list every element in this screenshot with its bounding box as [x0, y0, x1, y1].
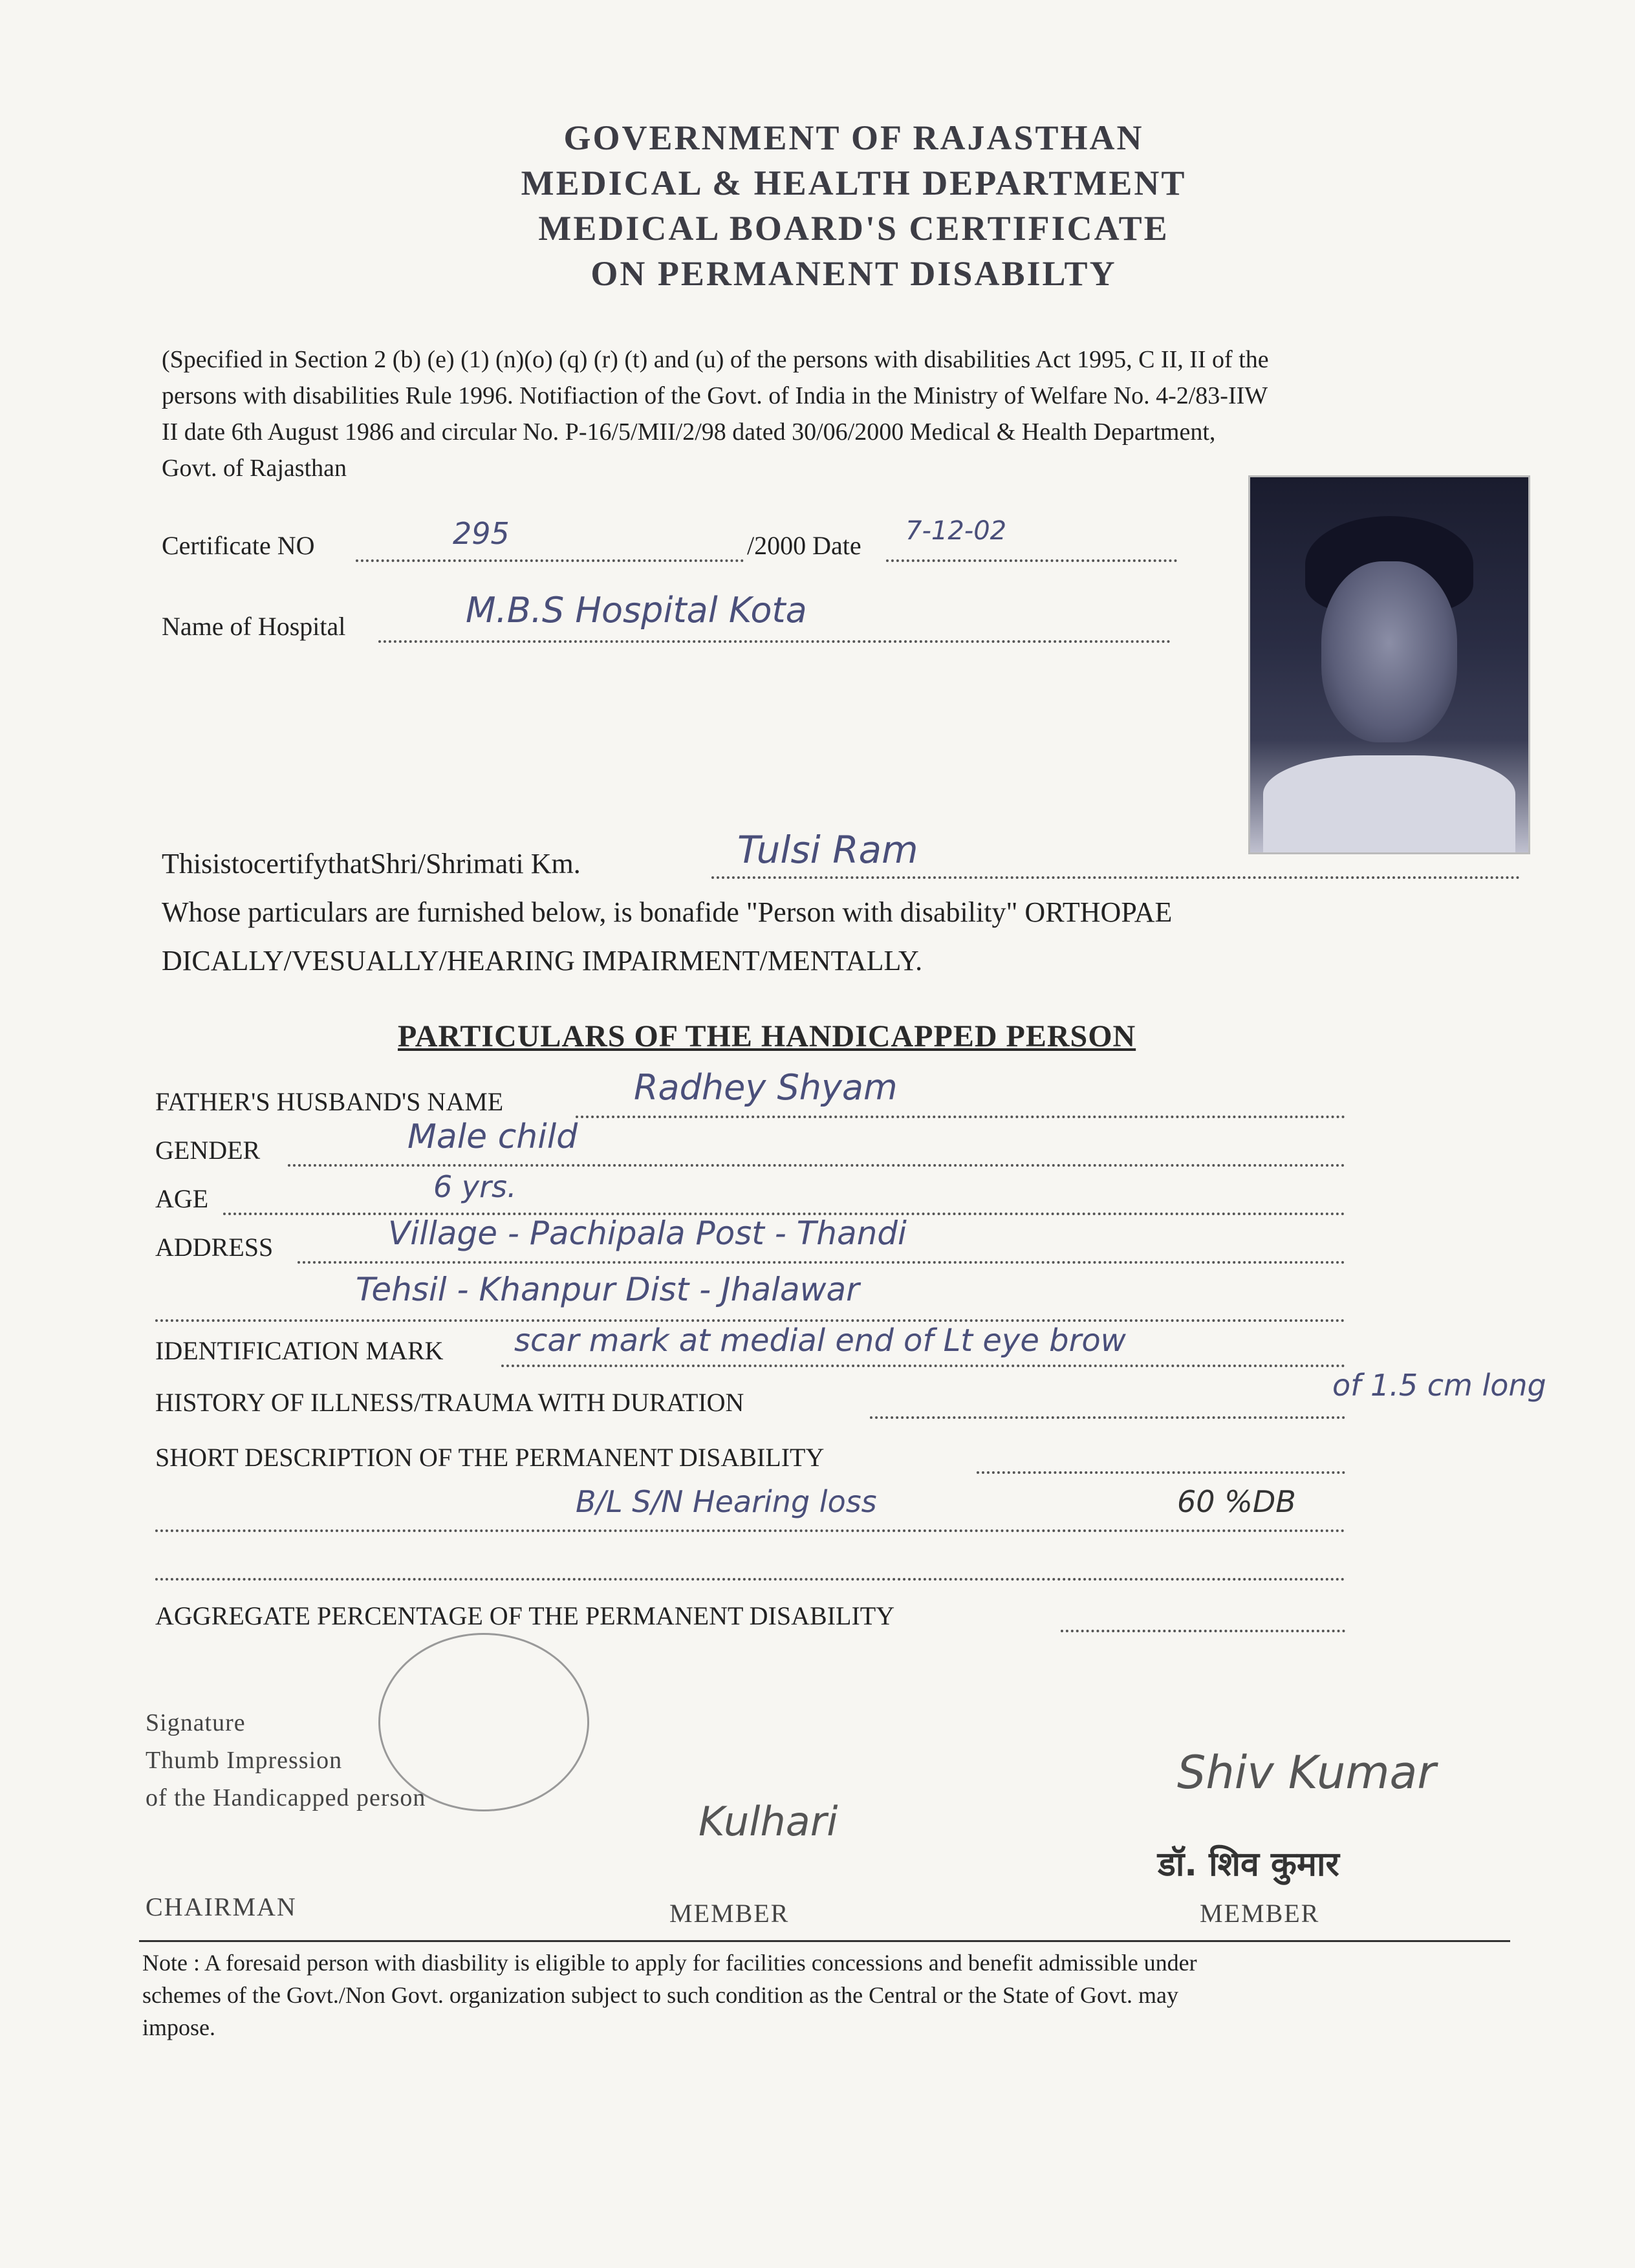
- history-value: of 1.5 cm long: [1332, 1368, 1546, 1403]
- particulars-title: PARTICULARS OF THE HANDICAPPED PERSON: [398, 1019, 1136, 1053]
- signature-line-1: Signature: [146, 1709, 246, 1736]
- gender-label: GENDER: [155, 1136, 261, 1165]
- note-line-2: schemes of the Govt./Non Govt. organization subject to such condition as the Central or the State of Govt. may: [142, 1982, 1178, 2008]
- history-line: [870, 1416, 1345, 1419]
- preamble: [162, 341, 1533, 486]
- header-line-1: GOVERNMENT OF RAJASTHAN: [563, 118, 1144, 157]
- short-description-db: 60 %DB: [1177, 1484, 1296, 1519]
- note-line-1: Note : A foresaid person with diasbility is eligible to apply for facilities concessions and benefit admissible under: [142, 1950, 1197, 1976]
- preamble-line-1: (Specified in Section 2 (b) (e) (1) (n)(o) (q) (r) (t) and (u) of the persons with disabilities Act 1995, C II, II of the: [162, 346, 1269, 373]
- short-description-value: B/L S/N Hearing loss: [576, 1484, 877, 1519]
- short-description-line-1: [977, 1471, 1345, 1474]
- address-value-2: Tehsil - Khanpur Dist - Jhalawar: [356, 1271, 860, 1308]
- header-line-4: ON PERMANENT DISABILTY: [590, 254, 1117, 293]
- hospital-value: M.B.S Hospital Kota: [466, 590, 807, 631]
- age-value: 6 yrs.: [433, 1169, 517, 1204]
- certify-line-2: Whose particulars are furnished below, is bonafide "Person with disability" ORTHOPAE: [162, 896, 1173, 928]
- address-line-2: [155, 1319, 1345, 1322]
- address-value-1: Village - Pachipala Post - Thandi: [388, 1215, 907, 1252]
- father-name-label: FATHER'S HUSBAND'S NAME: [155, 1087, 504, 1116]
- address-label: ADDRESS: [155, 1233, 274, 1262]
- age-label: AGE: [155, 1184, 209, 1213]
- aggregate-label: AGGREGATE PERCENTAGE OF THE PERMANENT DISABILITY: [155, 1601, 895, 1630]
- note-line-3: impose.: [142, 2014, 215, 2040]
- gender-line: [288, 1164, 1345, 1167]
- note: [142, 1947, 1526, 2044]
- certificate-date-value: 7-12-02: [905, 516, 1007, 546]
- member-2-label: MEMBER: [1200, 1899, 1320, 1928]
- member-2-signature: Shiv Kumar: [1177, 1746, 1436, 1799]
- certificate-year-date-label: /2000 Date: [747, 531, 861, 560]
- identification-line: [501, 1365, 1345, 1367]
- identification-value: scar mark at medial end of Lt eye brow: [514, 1323, 1126, 1359]
- header-line-2: MEDICAL & HEALTH DEPARTMENT: [521, 164, 1187, 202]
- header-line-3: MEDICAL BOARD'S CERTIFICATE: [538, 209, 1169, 248]
- certify-line-3: DICALLY/VESUALLY/HEARING IMPAIRMENT/MENTALLY.: [162, 945, 923, 977]
- gender-value: Male child: [407, 1118, 578, 1156]
- preamble-line-3: II date 6th August 1986 and circular No. P-16/5/MII/2/98 dated 30/06/2000 Medical & Health Department,: [162, 418, 1216, 446]
- history-label: HISTORY OF ILLNESS/TRAUMA WITH DURATION: [155, 1388, 744, 1417]
- photograph: [1248, 475, 1530, 854]
- certify-prefix: ThisistocertifythatShri/Shrimati Km.: [162, 848, 581, 880]
- identification-label: IDENTIFICATION MARK: [155, 1336, 444, 1365]
- father-name-value: Radhey Shyam: [634, 1067, 898, 1108]
- short-description-label: SHORT DESCRIPTION OF THE PERMANENT DISABILITY: [155, 1443, 825, 1472]
- preamble-line-4: Govt. of Rajasthan: [162, 455, 347, 482]
- certificate-no-line: [356, 559, 744, 562]
- member-1-label: MEMBER: [669, 1899, 790, 1928]
- hospital-line: [378, 640, 1171, 643]
- signature-line-2: Thumb Impression: [146, 1747, 343, 1774]
- hospital-label: Name of Hospital: [162, 612, 346, 641]
- short-description-line-3: [155, 1578, 1345, 1581]
- certificate-no-label: Certificate NO: [162, 531, 315, 560]
- father-name-line: [576, 1116, 1345, 1118]
- address-line-1: [298, 1261, 1345, 1264]
- certify-name-line: [711, 876, 1520, 879]
- signature-label: [146, 1704, 426, 1817]
- certificate-no-value: 295: [453, 516, 510, 551]
- signature-line-3: of the Handicapped person: [146, 1784, 426, 1811]
- member-2-stamp-name: डॉ. शिव कुमार: [1158, 1845, 1339, 1884]
- aggregate-line: [1061, 1630, 1345, 1632]
- member-1-signature: Kulhari: [698, 1798, 838, 1845]
- chairman-label: CHAIRMAN: [146, 1892, 297, 1921]
- preamble-line-2: persons with disabilities Rule 1996. Notifiaction of the Govt. of India in the Ministry of Welfare No. 4-2/83-IIW: [162, 382, 1268, 409]
- certify-name-value: Tulsi Ram: [737, 828, 918, 872]
- short-description-line-2: [155, 1529, 1345, 1532]
- note-separator: [139, 1940, 1510, 1942]
- certificate-date-line: [886, 559, 1177, 562]
